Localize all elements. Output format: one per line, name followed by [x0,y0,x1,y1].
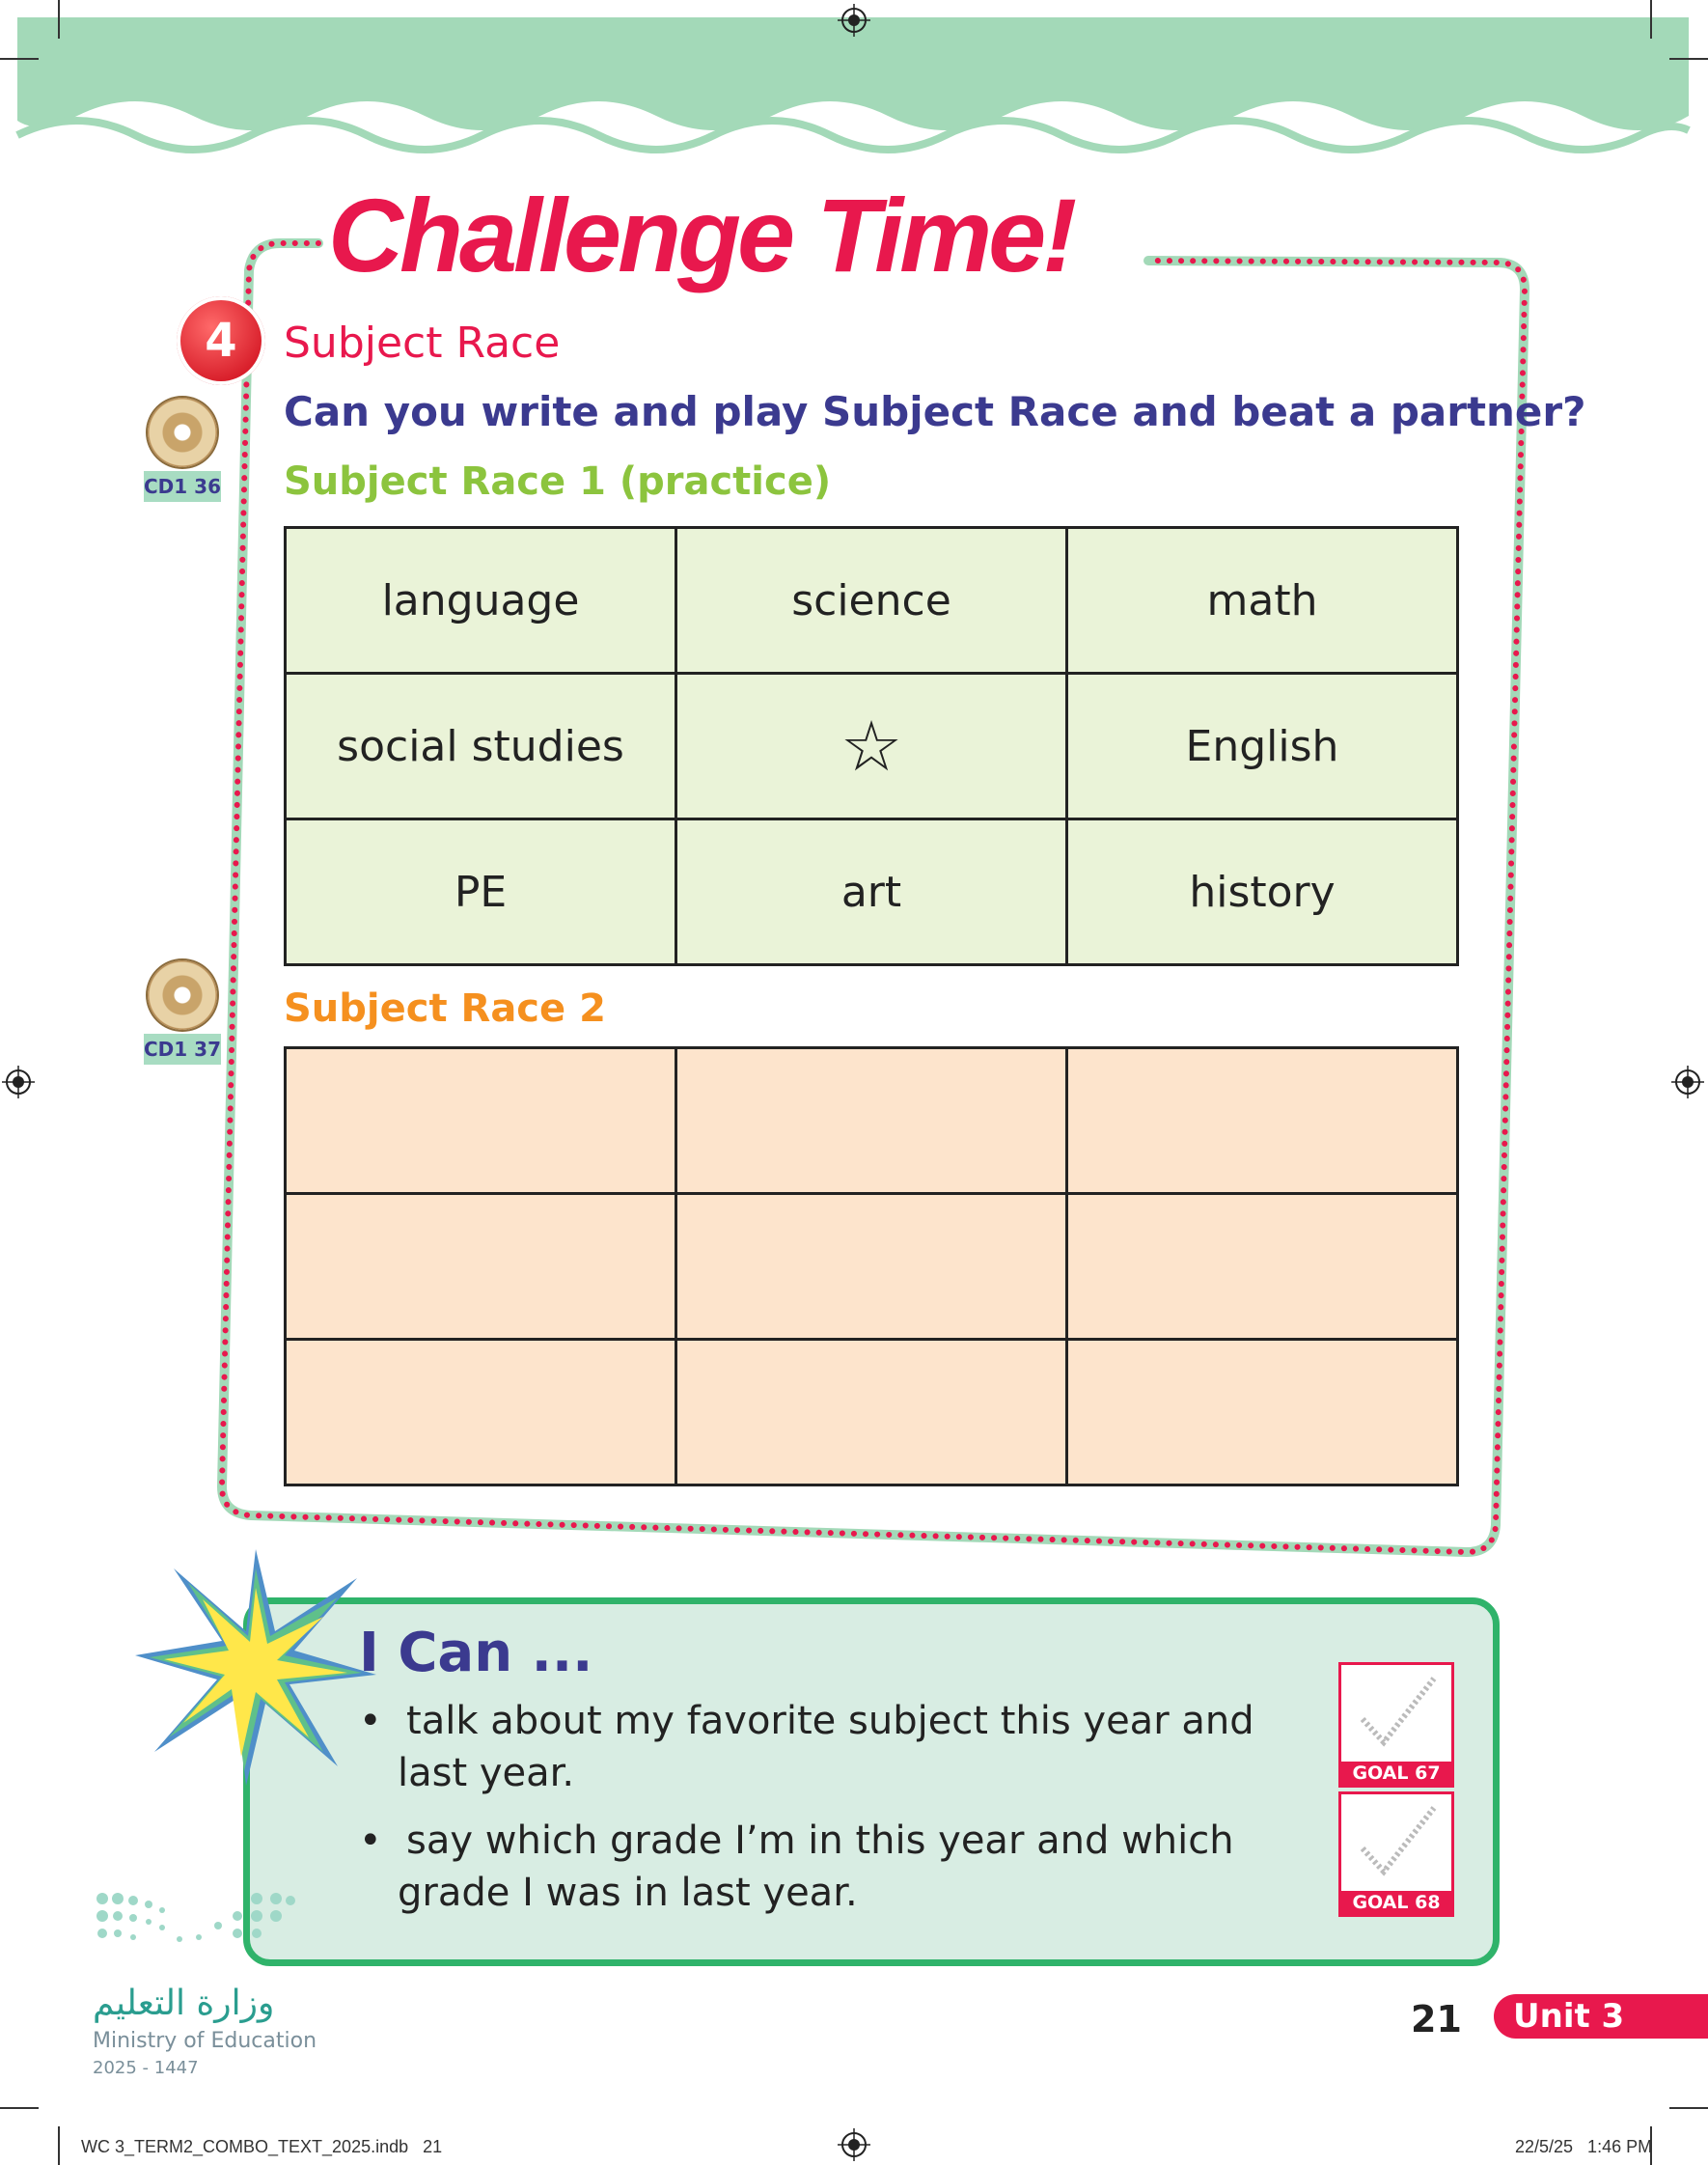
audio-cd-track-37[interactable] [144,960,221,1069]
i-can-item-text: talk about my favorite subject this year and [406,1699,1254,1743]
goal-68-checkbox[interactable] [1338,1791,1454,1917]
blank-cell[interactable] [1067,1048,1458,1194]
i-can-item-text: say which grade I’m in this year and which [406,1818,1234,1863]
star-cell: ☆ [676,674,1067,819]
goal-label: GOAL 67 [1341,1762,1451,1785]
table-row [286,1340,1458,1485]
exercise-question: Can you write and play Subject Race and beat a partner? [284,388,1586,435]
blank-cell[interactable] [286,1340,676,1485]
grid-cell: English [1067,674,1458,819]
table-row [286,528,1458,674]
crop-mark [58,2126,60,2165]
unit-tab: Unit 3 [1494,1994,1708,2039]
i-can-item [359,1815,1234,1919]
exercise-number-badge: 4 [177,296,265,385]
grid-cell: PE [286,819,676,965]
subject-race-1-grid [284,526,1459,966]
exercise-title: Subject Race [284,319,561,368]
bullet: • [359,1699,407,1743]
blank-cell[interactable] [286,1194,676,1340]
print-date: 22/5/25 1:46 PM [1515,2137,1653,2156]
audio-cd-track-36[interactable] [144,398,221,506]
page-number: 21 [1411,1998,1462,2040]
i-can-title: I Can ... [359,1622,593,1684]
grid-cell: math [1067,528,1458,674]
subject-race-2-grid[interactable] [284,1046,1459,1486]
blank-cell[interactable] [286,1048,676,1194]
table-row [286,674,1458,819]
cd-icon [148,398,217,467]
blank-cell[interactable] [676,1340,1067,1485]
crop-mark [1669,2107,1708,2109]
subject-race-1-label: Subject Race 1 (practice) [284,459,832,504]
grid-cell: science [676,528,1067,674]
grid-cell: history [1067,819,1458,965]
checkmark-icon [1341,1665,1451,1762]
goal-67-checkbox[interactable] [1338,1662,1454,1788]
print-file-name: WC 3_TERM2_COMBO_TEXT_2025.indb 21 [81,2137,443,2156]
page-title: Challenge Time! [328,177,1074,293]
subject-race-2-label: Subject Race 2 [284,986,606,1031]
crop-mark [0,2107,39,2109]
ministry-year: 2025 - 1447 [93,2058,199,2078]
cd-track-label: CD1 36 [144,471,221,502]
goal-label: GOAL 68 [1341,1891,1451,1914]
registration-mark-icon [838,2128,870,2161]
blank-cell[interactable] [1067,1194,1458,1340]
starburst-icon [130,1540,381,1790]
table-row [286,819,1458,965]
table-row [286,1194,1458,1340]
i-can-item-text: last year. [398,1751,575,1795]
bullet: • [359,1818,407,1863]
cd-track-label: CD1 37 [144,1034,221,1065]
ministry-name-english: Ministry of Education [93,2029,317,2053]
table-row [286,1048,1458,1194]
ministry-logo-dots-icon [93,1887,305,1964]
blank-cell[interactable] [1067,1340,1458,1485]
ministry-name-arabic: وزارة التعليم [93,1984,275,2023]
i-can-item-text: grade I was in last year. [398,1871,858,1915]
i-can-item [359,1695,1254,1799]
blank-cell[interactable] [676,1194,1067,1340]
blank-cell[interactable] [676,1048,1067,1194]
grid-cell: art [676,819,1067,965]
checkmark-icon [1341,1794,1451,1891]
grid-cell: social studies [286,674,676,819]
grid-cell: language [286,528,676,674]
cd-icon [148,960,217,1030]
